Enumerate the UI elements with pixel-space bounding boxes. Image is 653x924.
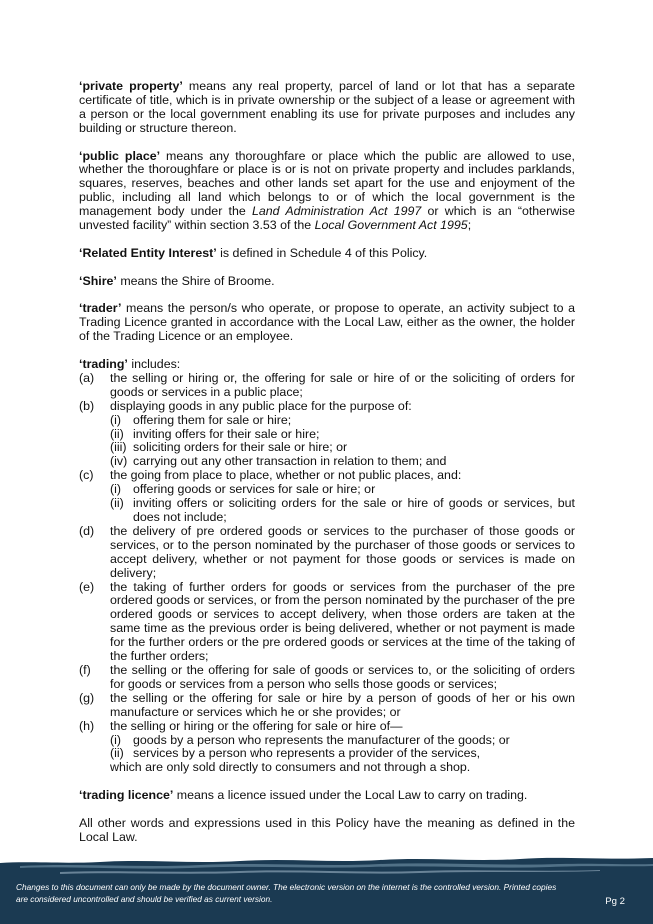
- definition-shire: [79, 275, 575, 289]
- list-text: the taking of further orders for goods or services from the purchaser of the pre ordered goods or services, or from the person nominated by the purchaser of the pre ordered goods or services to accept delivery, when those orders are taken at the same time as the previous order is being delivered, whether or not payment is made for the further orders or the pre ordered goods or services at the time of the taking of the further orders;: [110, 579, 575, 664]
- list-tail: which are only sold directly to consumers and not through a shop.: [110, 760, 471, 775]
- definition-text: is defined in Schedule 4 of this Policy.: [216, 245, 428, 260]
- list-label: (h): [79, 718, 95, 733]
- list-text: the going from place to place, whether or not public places, and:: [110, 468, 462, 483]
- wave-decoration: [0, 854, 653, 884]
- list-item-f: [79, 664, 575, 692]
- definition-trading-licence: [79, 789, 575, 803]
- act-title: Land Administration Act 1997: [252, 204, 422, 219]
- definition-text: ;: [467, 218, 472, 233]
- term: ‘trading’: [79, 357, 128, 372]
- term: ‘private property’: [79, 79, 183, 93]
- sub-text: services by a person who represents a provider of the services,: [133, 746, 481, 761]
- sub-item-b-iv: [110, 455, 575, 469]
- list-item-g: [79, 692, 575, 720]
- sub-text: goods by a person who represents the manufacturer of the goods; or: [133, 732, 510, 747]
- list-item-a: [79, 372, 575, 400]
- sub-label: (i): [110, 482, 122, 497]
- term: ‘trading licence’: [79, 788, 174, 803]
- list-text: the delivery of pre ordered goods or services to the purchaser of those goods or services, or to the person nominated by the purchaser of those goods or services to accept delivery, whether or not payment for those goods or services is made on delivery;: [110, 523, 575, 580]
- act-title: Local Government Act 1995: [314, 218, 468, 233]
- term: ‘public place’: [79, 148, 161, 163]
- sub-item-h-ii: [110, 747, 575, 761]
- sub-label: (ii): [110, 746, 124, 761]
- footer-line-2: are considered uncontrolled and should be verified as current version.: [16, 894, 273, 904]
- footer-line-1: Changes to this document can only be made by the document owner. The electronic version on the internet is the controlled version. Printed copies: [16, 882, 557, 892]
- definition-text: means any thoroughfare or place which the public are allowed to use, whether the thoroughfare or place is or is not on private property and includes parklands, squares, reserves, beaches and other lands set apart for the use and enjoyment of the public, including all land which belongs to or of which the local government is the management body under the: [79, 148, 575, 219]
- sub-text: inviting offers or soliciting orders for the sale or hire of goods or services, but does not include;: [133, 496, 575, 525]
- list-text: the selling or hiring or the offering for sale or hire of—: [110, 718, 403, 733]
- sub-text: offering them for sale or hire;: [133, 412, 292, 427]
- sub-text: soliciting orders for their sale or hire; or: [133, 440, 348, 455]
- sub-item-b-i: [110, 414, 575, 428]
- list-item-d: [79, 525, 575, 581]
- sub-item-b-iii: [110, 441, 575, 455]
- definition-text: or which is an “otherwise unvested facility” within section 3.53 of the: [79, 204, 575, 233]
- list-label: (c): [79, 468, 94, 483]
- definition-text: includes:: [127, 357, 181, 372]
- list-label: (f): [79, 662, 91, 677]
- list-item-e: [79, 581, 575, 664]
- list-text: displaying goods in any public place for the purpose of:: [110, 398, 412, 413]
- definition-text: means the person/s who operate, or propose to operate, an activity subject to a Trading Licence granted in accordance with the Local Law, either as the owner, the holder of the Trading Licence or an employee.: [79, 301, 575, 344]
- trading-heading: [79, 358, 575, 372]
- definition-private-property: [79, 80, 575, 136]
- sub-text: inviting offers for their sale or hire;: [133, 426, 320, 441]
- sub-label: (iv): [110, 454, 128, 469]
- list-label: (a): [79, 370, 95, 385]
- sub-text: carrying out any other transaction in relation to them; and: [133, 454, 447, 469]
- page-footer: [0, 854, 653, 924]
- list-item-b: [79, 400, 575, 414]
- term: ‘Related Entity Interest’: [79, 245, 217, 260]
- list-label: (e): [79, 579, 95, 594]
- sub-label: (i): [110, 732, 122, 747]
- term: ‘trader’: [79, 301, 122, 316]
- list-label: (d): [79, 523, 95, 538]
- sub-item-b-ii: [110, 428, 575, 442]
- definition-text: means any real property, parcel of land or lot that has a separate certificate of title, which is in private ownership or the subject of a lease or agreement with a person or the local government enabling its use for private purposes and includes any building or structure thereon.: [79, 79, 575, 135]
- list-text: the selling or the offering for sale or hire by a person of goods of her or his own manufacture or services which he or she provides; or: [110, 690, 575, 719]
- sub-label: (iii): [110, 440, 127, 455]
- list-label: (b): [79, 398, 95, 413]
- term: ‘Shire’: [79, 273, 117, 288]
- sub-label: (i): [110, 412, 122, 427]
- list-label: (g): [79, 690, 95, 705]
- sub-item-h-i: [110, 734, 575, 748]
- sub-text: offering goods or services for sale or hire; or: [133, 482, 376, 497]
- closing-paragraph: All other words and expressions used in this Policy have the meaning as defined in the Local Law.: [79, 815, 575, 844]
- sub-label: (ii): [110, 426, 124, 441]
- document-body: [79, 80, 575, 859]
- definition-text: means the Shire of Broome.: [116, 273, 275, 288]
- list-text: the selling or the offering for sale of goods or services to, or the soliciting of orders for goods or services from a person who sells those goods or services;: [110, 662, 575, 691]
- sub-item-c-ii: [110, 497, 575, 525]
- definition-related-entity: [79, 247, 575, 261]
- list-item-c: [79, 469, 575, 483]
- page-number: Pg 2: [605, 896, 625, 907]
- definition-public-place: [79, 150, 575, 233]
- footer-disclaimer: [16, 881, 576, 905]
- definition-trading: [79, 358, 575, 775]
- sub-item-c-i: [110, 483, 575, 497]
- definition-trader: [79, 302, 575, 344]
- definition-text: means a licence issued under the Local Law to carry on trading.: [173, 788, 528, 803]
- list-text: the selling or hiring or, the offering for sale or hire of or the soliciting of orders for goods or services in a public place;: [110, 370, 575, 399]
- list-item-h: [79, 720, 575, 734]
- sub-label: (ii): [110, 496, 124, 511]
